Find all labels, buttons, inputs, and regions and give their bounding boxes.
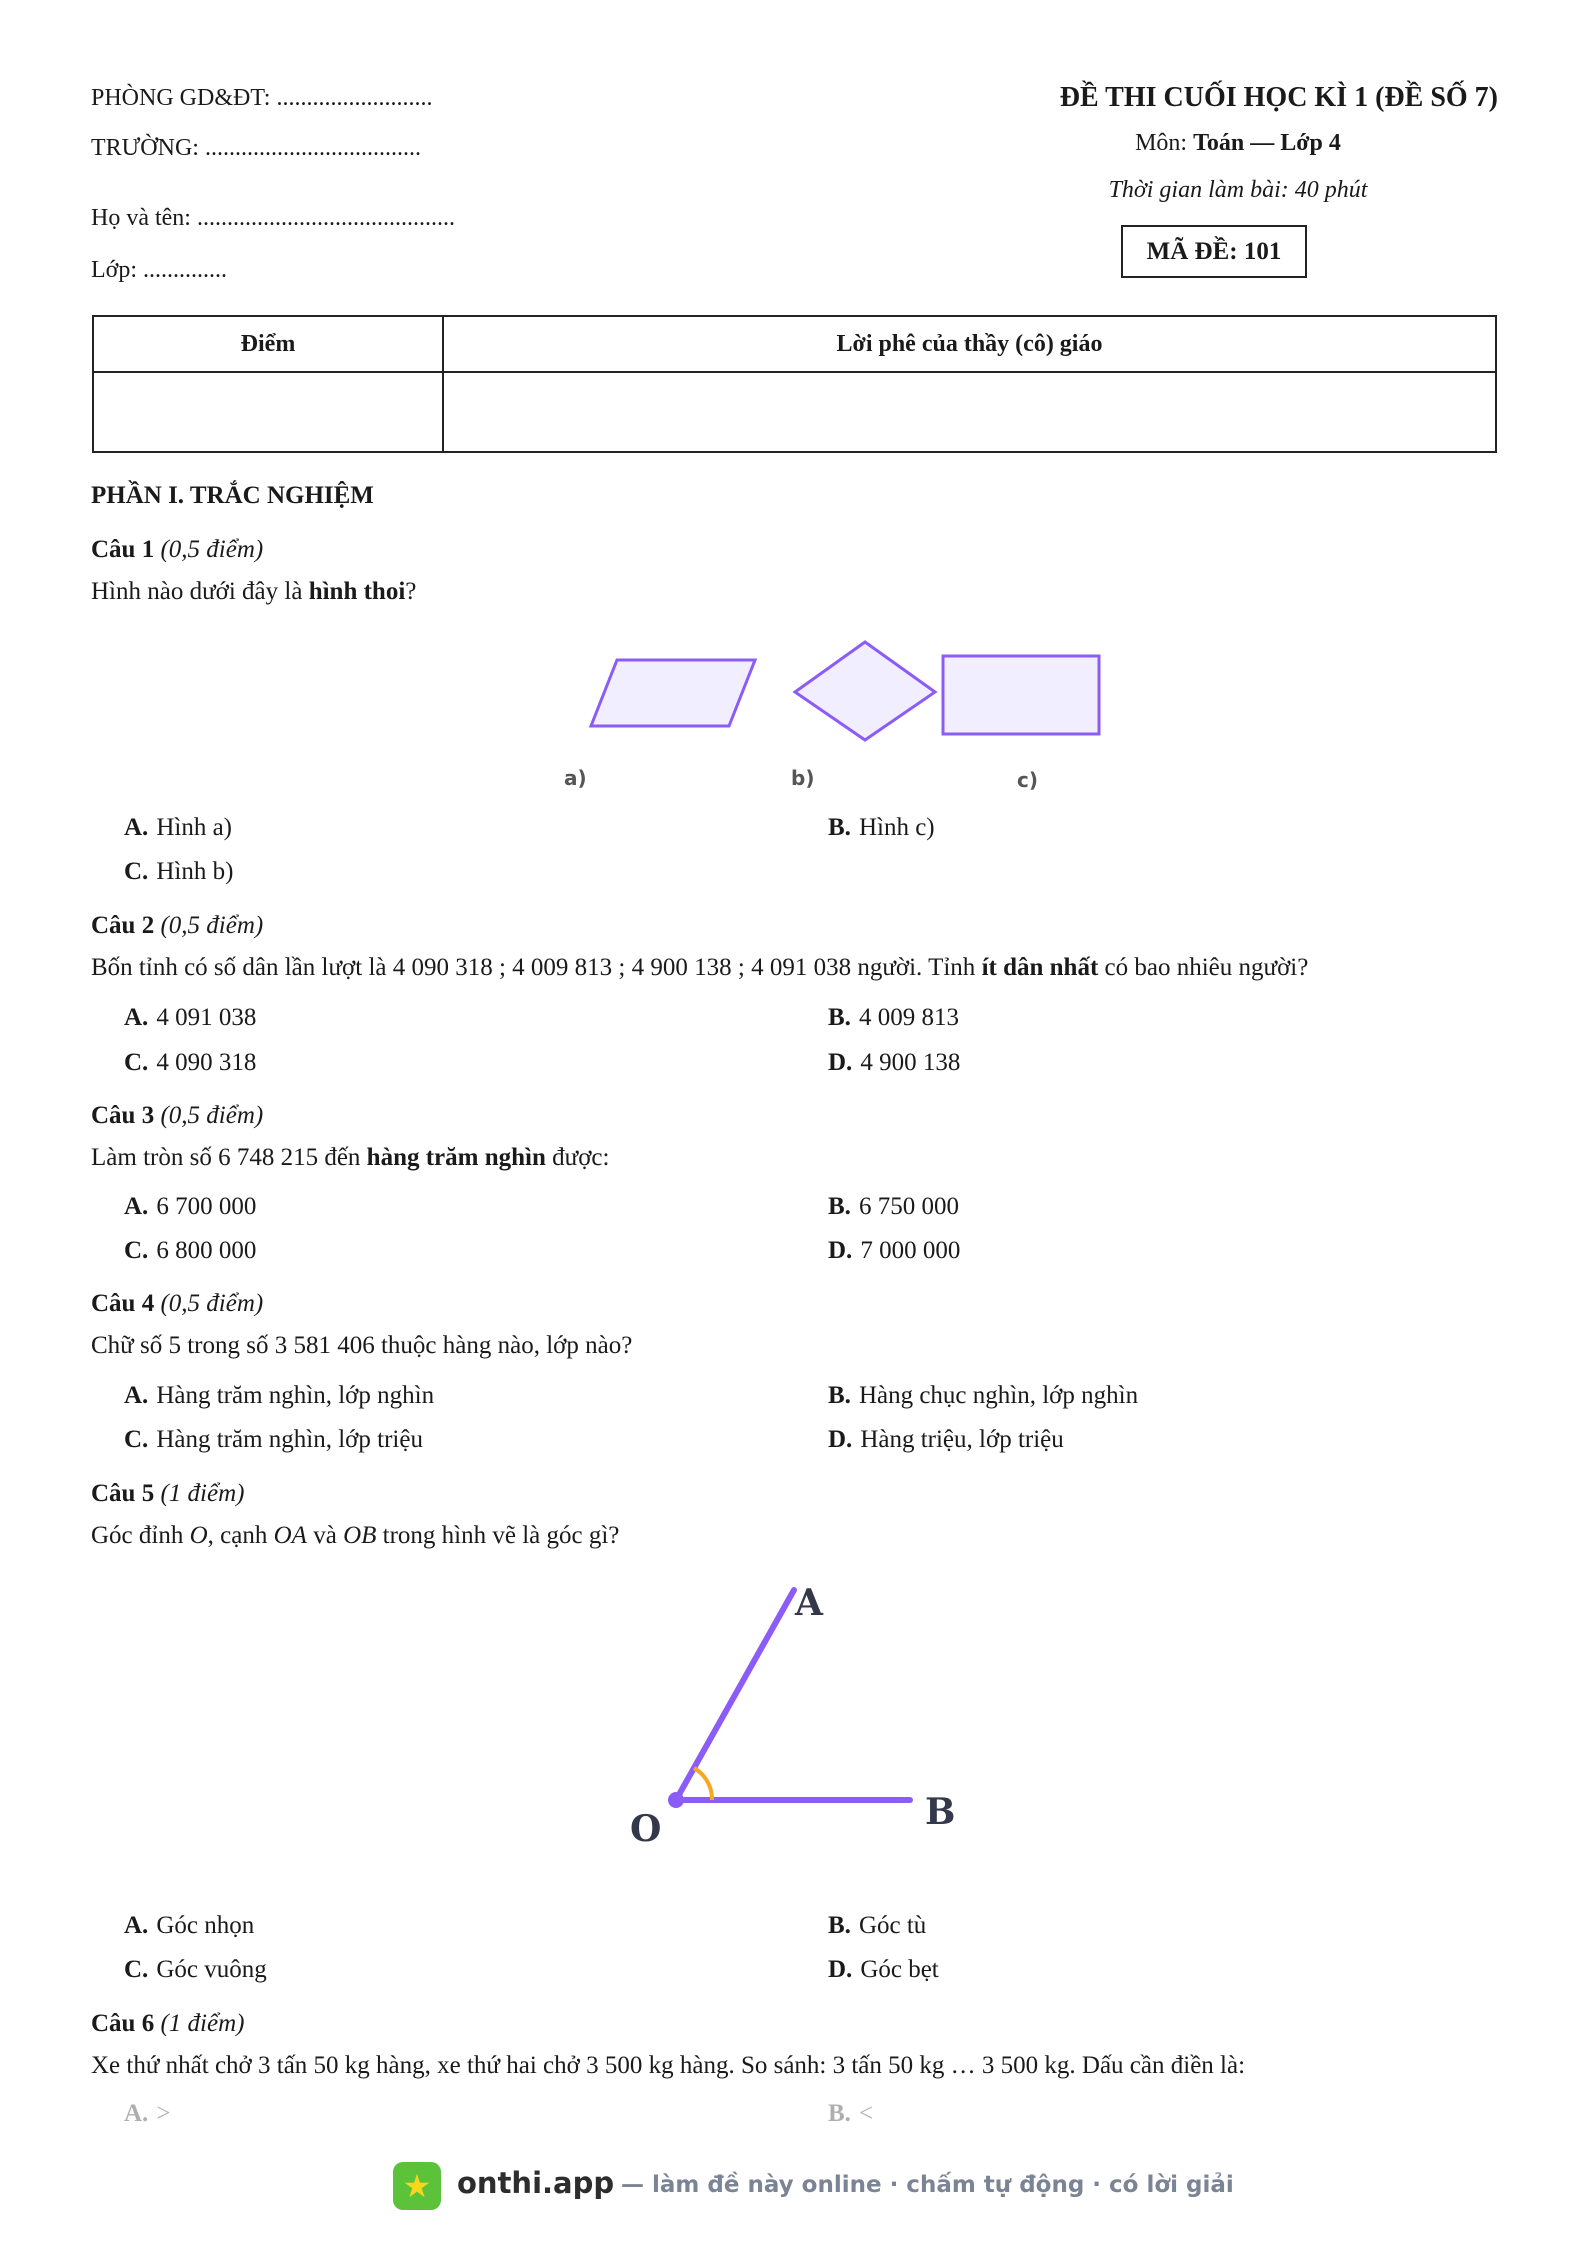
option-text: Góc tù xyxy=(858,1912,927,1939)
rhombus-shape xyxy=(795,642,935,740)
question-3-heading xyxy=(91,1102,263,1130)
question-label: Câu 1 xyxy=(91,536,155,563)
option-text: 4 900 138 xyxy=(860,1049,961,1076)
option-a[interactable] xyxy=(124,1004,256,1032)
class-line: Lớp: .............. xyxy=(91,257,228,283)
option-text: 6 750 000 xyxy=(858,1193,959,1220)
score-column-header: Điểm xyxy=(93,316,443,372)
question-points: (1 điểm) xyxy=(160,1480,245,1507)
option-letter: D. xyxy=(828,1049,853,1076)
option-text: Hình c) xyxy=(858,814,935,841)
star-icon: ★ xyxy=(402,2167,432,2205)
option-text: 6 800 000 xyxy=(156,1237,257,1264)
option-text: 4 009 813 xyxy=(858,1004,959,1031)
option-letter: D. xyxy=(828,1956,853,1983)
option-a[interactable] xyxy=(124,1382,434,1410)
question-label: Câu 6 xyxy=(91,2010,155,2037)
question-4-text: Chữ số 5 trong số 3 581 406 thuộc hàng nào, lớp nào? xyxy=(91,1332,633,1359)
option-c[interactable] xyxy=(124,1426,423,1454)
option-c[interactable] xyxy=(124,1049,256,1077)
option-text: < xyxy=(858,2100,874,2127)
option-b[interactable] xyxy=(828,1912,926,1940)
question-text: Làm tròn số 6 748 215 đến xyxy=(91,1144,367,1171)
option-text: Hình b) xyxy=(156,858,234,885)
option-d[interactable] xyxy=(828,1237,960,1265)
score-cell[interactable] xyxy=(93,372,443,452)
option-letter: C. xyxy=(124,1956,149,1983)
option-a[interactable] xyxy=(124,2100,170,2128)
question-text: , cạnh xyxy=(207,1522,274,1549)
rectangle-shape xyxy=(943,656,1099,734)
question-1-shapes xyxy=(491,638,1211,768)
option-letter: A. xyxy=(124,2100,149,2127)
question-5-heading xyxy=(91,1480,244,1508)
option-letter: B. xyxy=(828,814,851,841)
option-text: Hàng trăm nghìn, lớp triệu xyxy=(156,1426,423,1453)
option-letter: C. xyxy=(124,1049,149,1076)
side-symbol: OB xyxy=(343,1522,377,1549)
vertex-symbol: O xyxy=(189,1522,208,1549)
brand-tagline: — làm đề này online · chấm tự động · có lời giải xyxy=(621,2172,1234,2198)
question-text-end: ? xyxy=(405,578,417,605)
option-text: Góc vuông xyxy=(156,1956,267,1983)
figure-label-b: b) xyxy=(791,766,815,790)
duration-line: Thời gian làm bài: 40 phút xyxy=(1108,177,1368,203)
question-label: Câu 2 xyxy=(91,912,155,939)
subject-line xyxy=(978,130,1498,157)
option-c[interactable] xyxy=(124,1956,267,1984)
department-line: PHÒNG GD&ĐT: .......................... xyxy=(91,85,433,111)
question-text-end: được: xyxy=(545,1144,610,1171)
question-points: (1 điểm) xyxy=(160,2010,245,2037)
question-6-heading xyxy=(91,2010,244,2038)
subject-label: Môn: xyxy=(1135,130,1194,156)
question-4-heading xyxy=(91,1290,263,1318)
question-points: (0,5 điểm) xyxy=(160,912,264,939)
question-text-end: có bao nhiêu người? xyxy=(1098,954,1309,981)
question-points: (0,5 điểm) xyxy=(160,1102,264,1129)
question-2-text xyxy=(91,954,1308,982)
promo-footer[interactable] xyxy=(0,2162,1586,2212)
question-text: Bốn tỉnh có số dân lần lượt là 4 090 318 ; 4 009 813 ; 4 900 138 ; 4 091 038 người. Tỉnh xyxy=(91,954,982,981)
comment-cell[interactable] xyxy=(443,372,1496,452)
question-1-heading xyxy=(91,536,263,564)
option-letter: C. xyxy=(124,1426,149,1453)
option-text: Góc bẹt xyxy=(860,1956,939,1983)
option-text: Hàng triệu, lớp triệu xyxy=(860,1426,1064,1453)
section-title: PHẦN I. TRẮC NGHIỆM xyxy=(91,482,374,509)
option-b[interactable] xyxy=(828,2100,873,2128)
exam-title: ĐỀ THI CUỐI HỌC KÌ 1 (ĐỀ SỐ 7) xyxy=(1059,82,1498,113)
question-5-angle-figure xyxy=(611,1578,1071,1858)
question-label: Câu 3 xyxy=(91,1102,155,1129)
question-emphasis: hàng trăm nghìn xyxy=(366,1144,546,1171)
option-text: Hình a) xyxy=(156,814,232,841)
subject-value: Toán — Lớp 4 xyxy=(1193,130,1341,156)
question-text: Góc đỉnh xyxy=(91,1522,190,1549)
point-label-b: B xyxy=(925,1791,956,1833)
question-3-text xyxy=(91,1144,609,1172)
option-d[interactable] xyxy=(828,1426,1064,1454)
comment-column-header: Lời phê của thầy (cô) giáo xyxy=(443,316,1496,372)
question-emphasis: ít dân nhất xyxy=(981,954,1099,981)
side-symbol: OA xyxy=(273,1522,307,1549)
option-letter: A. xyxy=(124,814,149,841)
ray-oa xyxy=(676,1590,794,1800)
question-1-text xyxy=(91,578,416,606)
parallelogram-shape xyxy=(591,660,755,726)
option-a[interactable] xyxy=(124,1912,254,1940)
option-text: 6 700 000 xyxy=(156,1193,257,1220)
question-text: và xyxy=(306,1522,344,1549)
brand-name: onthi.app xyxy=(457,2166,615,2200)
option-a[interactable] xyxy=(124,1193,256,1221)
question-text: Hình nào dưới đây là xyxy=(91,578,309,605)
school-line: TRƯỜNG: .................................... xyxy=(91,135,421,161)
option-letter: B. xyxy=(828,2100,851,2127)
point-label-a: A xyxy=(795,1582,823,1624)
exam-code-box: MÃ ĐỀ: 101 xyxy=(1121,225,1307,278)
option-b[interactable] xyxy=(828,1193,959,1221)
option-text: > xyxy=(156,2100,171,2127)
option-letter: A. xyxy=(124,1193,149,1220)
option-letter: D. xyxy=(828,1237,853,1264)
option-letter: A. xyxy=(124,1382,149,1409)
question-label: Câu 4 xyxy=(91,1290,155,1317)
figure-label-a: a) xyxy=(564,766,587,790)
question-2-heading xyxy=(91,912,263,940)
score-table xyxy=(92,315,1497,453)
student-name-line: Họ và tên: ........................................... xyxy=(91,205,455,231)
option-text: 4 091 038 xyxy=(156,1004,257,1031)
option-b[interactable] xyxy=(828,1004,959,1032)
option-text: Hàng trăm nghìn, lớp nghìn xyxy=(156,1382,435,1409)
option-d[interactable] xyxy=(828,1049,960,1077)
option-text: 4 090 318 xyxy=(156,1049,257,1076)
question-emphasis: hình thoi xyxy=(308,578,406,605)
question-text-end: trong hình vẽ là góc gì? xyxy=(376,1522,620,1549)
question-points: (0,5 điểm) xyxy=(160,1290,264,1317)
option-a[interactable] xyxy=(124,814,232,842)
question-5-text xyxy=(91,1522,619,1550)
question-6-text: Xe thứ nhất chở 3 tấn 50 kg hàng, xe thứ hai chở 3 500 kg hàng. So sánh: 3 tấn 50 kg … 3 500 kg. Dấu cần điền là: xyxy=(91,2052,1246,2079)
option-text: Góc nhọn xyxy=(156,1912,255,1939)
option-letter: B. xyxy=(828,1004,851,1031)
option-text: 7 000 000 xyxy=(860,1237,961,1264)
option-letter: C. xyxy=(124,1237,149,1264)
point-label-o: O xyxy=(630,1808,662,1850)
vertex-point xyxy=(668,1792,684,1808)
option-letter: D. xyxy=(828,1426,853,1453)
option-letter: B. xyxy=(828,1912,851,1939)
option-b[interactable] xyxy=(828,1382,1138,1410)
score-table-header xyxy=(93,316,1496,372)
figure-label-c: c) xyxy=(1017,768,1038,792)
option-text: Hàng chục nghìn, lớp nghìn xyxy=(858,1382,1139,1409)
option-letter: B. xyxy=(828,1382,851,1409)
option-c[interactable] xyxy=(124,858,233,886)
option-c[interactable] xyxy=(124,1237,256,1265)
option-letter: A. xyxy=(124,1912,149,1939)
option-d[interactable] xyxy=(828,1956,939,1984)
option-letter: C. xyxy=(124,858,149,885)
option-b[interactable] xyxy=(828,814,935,842)
question-label: Câu 5 xyxy=(91,1480,155,1507)
option-letter: A. xyxy=(124,1004,149,1031)
option-letter: B. xyxy=(828,1193,851,1220)
angle-arc xyxy=(694,1768,712,1800)
score-table-body xyxy=(93,372,1496,452)
question-points: (0,5 điểm) xyxy=(160,536,264,563)
